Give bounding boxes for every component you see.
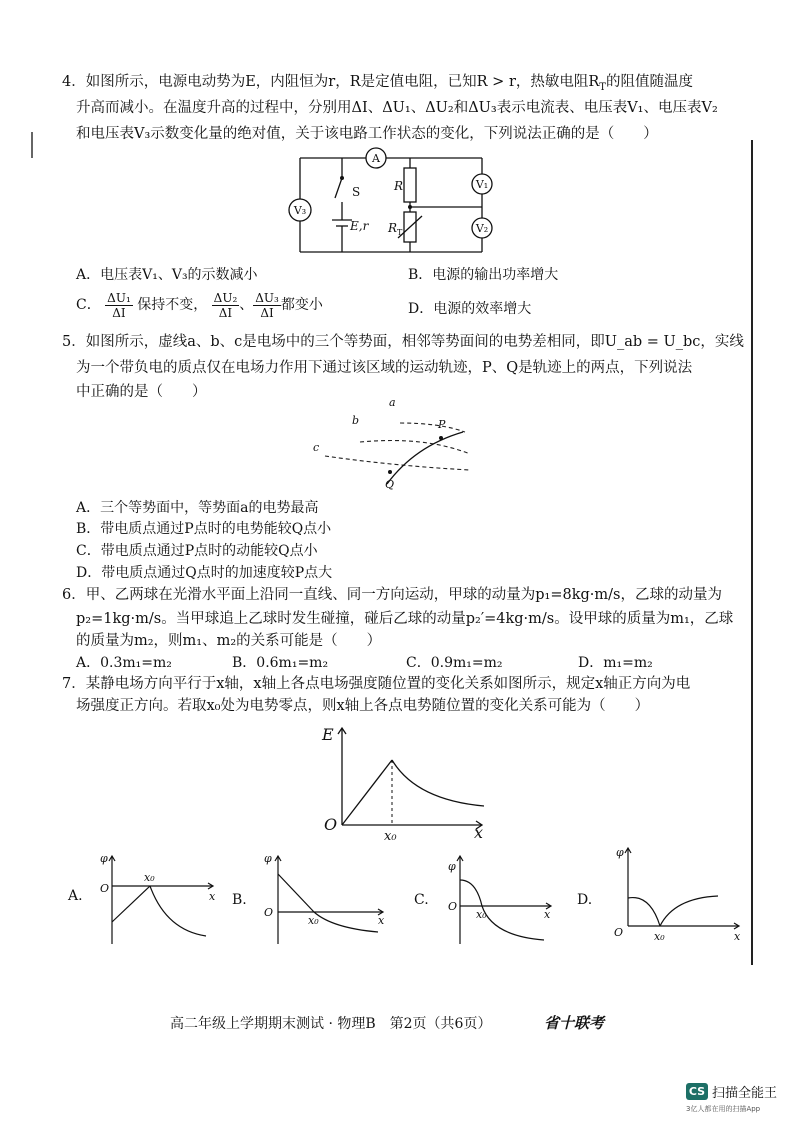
q5-option-d: D．带电质点通过Q点时的加速度较P点大 — [76, 565, 333, 581]
scanner-app-tagline: 3亿人都在用的扫描App — [686, 1105, 761, 1113]
e-x-graph — [316, 720, 496, 845]
scanner-logo-icon: CS — [686, 1083, 708, 1100]
q7-option-c-graph — [440, 850, 570, 950]
v1-label: V₁ — [475, 178, 489, 191]
thermistor-label: $R_T$ — [388, 221, 403, 237]
q4-line3: 和电压表V₃示数变化量的绝对值，关于该电路工作状态的变化，下列说法正确的是（ ） — [76, 126, 658, 142]
label-a: a — [389, 396, 396, 409]
q6-line2: p₂=1kg·m/s。当甲球追上乙球时发生碰撞，碰后乙球的动量p₂′=4kg·m/s。设甲球的质量为m₁，乙球 — [76, 611, 734, 627]
q5-line3: 中正确的是（ ） — [76, 384, 207, 400]
q7-option-b-letter: B. — [232, 892, 247, 908]
q4-option-d: D．电源的效率增大 — [408, 301, 532, 317]
q4-line2: 升高而减小。在温度升高的过程中，分别用ΔI、ΔU₁、ΔU₂和ΔU₃表示电流表、电压表V₁、电压表V₂ — [76, 100, 718, 116]
label-b: b — [352, 414, 360, 427]
equipotential-figure — [305, 396, 475, 492]
resistor-r-label: R — [394, 179, 404, 193]
scanner-app-name: 扫描全能王 — [712, 1086, 778, 1101]
switch-label: S — [352, 185, 361, 199]
circuit-diagram — [280, 146, 500, 256]
q5-option-a: A．三个等势面中，等势面a的电势最高 — [76, 500, 319, 516]
q7-b-origin: O — [264, 906, 274, 919]
q5-option-c: C．带电质点通过P点时的动能较Q点小 — [76, 543, 318, 559]
x0-label: x₀ — [384, 829, 397, 844]
q6-option-d: D．m₁=m₂ — [578, 655, 653, 671]
q7-c-x: x — [544, 908, 551, 921]
q6-option-a: A．0.3m₁=m₂ — [76, 655, 172, 671]
emf-label: E,r — [350, 219, 369, 233]
q4-line1: 4．如图所示，电源电动势为E，内阻恒为r，R是定值电阻，已知R > r，热敏电阻$R_T$的阻值随温度 — [62, 74, 693, 93]
q7-line1: 7．某静电场方向平行于x轴，x轴上各点电场强度随位置的变化关系如图所示，规定x轴正方向为电 — [62, 676, 691, 692]
v2-label: V₂ — [475, 222, 489, 235]
q7-a-x0: x₀ — [144, 871, 155, 884]
label-q: Q — [385, 478, 395, 491]
q7-line2: 场强度正方向。若取x₀处为电势零点，则x轴上各点电势随位置的变化关系可能为（ ） — [76, 698, 650, 714]
q5-line1: 5．如图所示，虚线a、b、c是电场中的三个等势面，相邻等势面间的电势差相同，即U_ab = U_bc，实线 — [62, 334, 744, 350]
q6-line3: 的质量为m₂，则m₁、m₂的关系可能是（ ） — [76, 633, 382, 649]
q7-a-origin: O — [100, 882, 110, 895]
origin-label: O — [324, 815, 338, 834]
q7-option-a-letter: A. — [68, 888, 83, 904]
x-axis-label: x — [474, 823, 484, 842]
q6-option-b: B．0.6m₁=m₂ — [232, 655, 329, 671]
e-axis-label: E — [322, 725, 334, 744]
q7-c-x0: x₀ — [476, 908, 487, 921]
v3-label: V₃ — [293, 204, 307, 217]
q7-b-x: x — [378, 914, 385, 927]
q5-line2: 为一个带负电的质点仅在电场力作用下通过该区域的运动轨迹，P、Q是轨迹上的两点，下列说法 — [76, 360, 693, 376]
q7-option-b-graph — [260, 850, 390, 950]
label-p: P — [438, 418, 446, 431]
ammeter-label: A — [372, 152, 380, 165]
q7-c-origin: O — [448, 900, 458, 913]
q7-option-d-letter: D. — [577, 892, 593, 908]
q7-d-x: x — [734, 930, 741, 943]
q7-a-x: x — [209, 890, 216, 903]
q7-option-a-graph — [94, 850, 224, 950]
q6-option-c: C．0.9m₁=m₂ — [406, 655, 503, 671]
q7-option-d-graph — [608, 842, 748, 946]
q7-c-phi: φ — [448, 860, 456, 873]
page-footer: 高二年级上学期期末测试 · 物理B 第2页（共6页） — [170, 1016, 492, 1032]
q4-option-a: A．电压表V₁、V₃的示数减小 — [76, 267, 258, 283]
label-c: c — [313, 441, 320, 454]
q7-d-phi: φ — [616, 846, 624, 859]
q7-b-x0: x₀ — [308, 914, 319, 927]
q5-option-b: B．带电质点通过P点时的电势能较Q点小 — [76, 521, 332, 537]
q7-b-phi: φ — [264, 852, 272, 865]
q7-option-c-letter: C. — [414, 892, 429, 908]
q7-d-origin: O — [614, 926, 624, 939]
q4-option-b: B．电源的输出功率增大 — [408, 267, 559, 283]
q6-line1: 6．甲、乙两球在光滑水平面上沿同一直线、同一方向运动，甲球的动量为p₁=8kg·m/s，乙球的动量为 — [62, 587, 722, 603]
q4-option-c: C． $\frac{\text{ΔU₁}}{\Delta I}$ 保持不变， $\frac{\text{ΔU₂}}{\Delta I}$ 、 $\frac{\text{ΔU₃}}{\Delta I}$ 都变小 — [76, 290, 323, 320]
q7-d-x0: x₀ — [654, 930, 665, 943]
q7-a-phi: φ — [100, 852, 108, 865]
exam-tag: 省十联考 — [544, 1014, 605, 1032]
